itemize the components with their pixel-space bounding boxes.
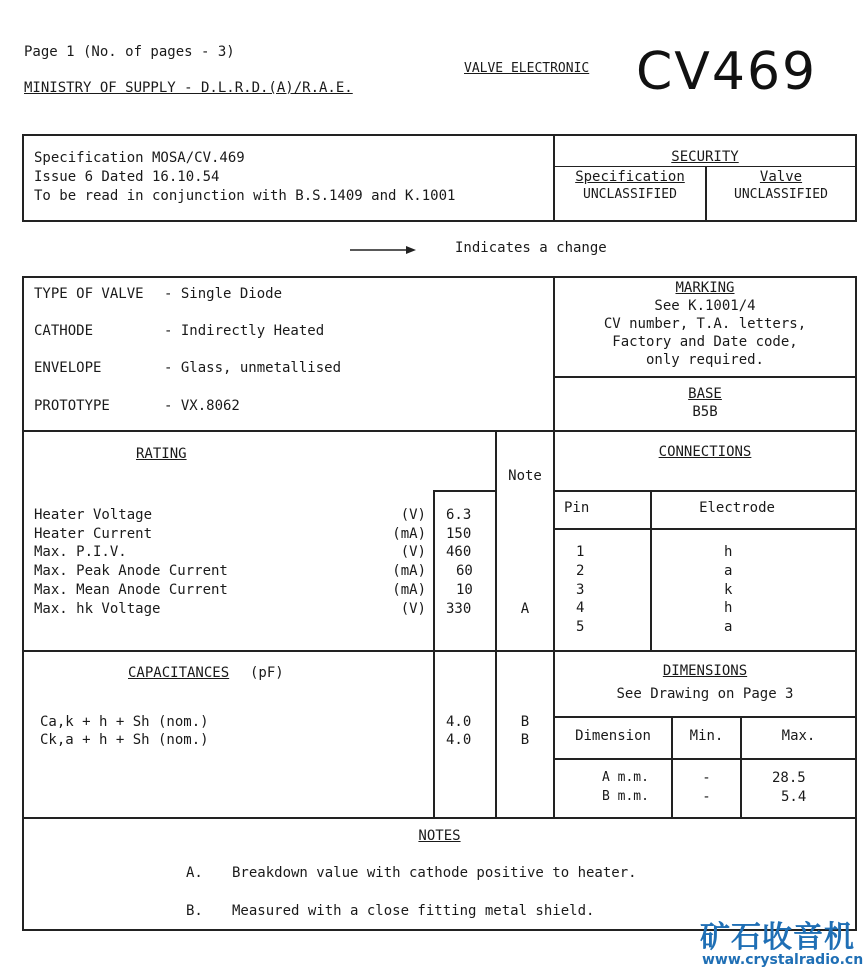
marking-title: MARKING <box>675 280 735 296</box>
change-arrow-icon <box>350 244 418 256</box>
marking-line: only required. <box>645 352 764 368</box>
rating-name: Max. Mean Anode Current <box>34 582 228 598</box>
rating-unit: (V) <box>400 601 426 617</box>
dimension-name: B m.m. <box>602 789 649 804</box>
prototype-value: - VX.8062 <box>164 398 240 414</box>
pin-number: 5 <box>576 619 585 635</box>
base-value: B5B <box>692 404 718 420</box>
electrode-header: Electrode <box>699 500 775 516</box>
pin-electrode: h <box>724 544 733 560</box>
envelope-value: - Glass, unmetallised <box>164 360 342 376</box>
dimension-col-header: Dimension <box>575 728 651 744</box>
dimension-max: 5.4 <box>781 789 807 805</box>
capacitance-name: Ck,a + h + Sh (nom.) <box>40 732 209 748</box>
type-label: TYPE OF VALVE <box>34 286 144 302</box>
valve-type-label: VALVE ELECTRONIC <box>464 61 590 76</box>
spec-security-value: UNCLASSIFIED <box>583 187 677 202</box>
security-title: SECURITY <box>671 149 739 165</box>
spec-number: Specification MOSA/CV.469 <box>34 150 245 166</box>
note-text: Breakdown value with cathode positive to heater. <box>232 865 637 881</box>
rating-value: 330 <box>446 601 472 617</box>
prototype-label: PROTOTYPE <box>34 398 110 414</box>
capacitances-title: CAPACITANCES <box>128 665 230 681</box>
capacitance-note: B <box>520 714 530 730</box>
dimension-max: 28.5 <box>772 770 806 786</box>
marking-line: See K.1001/4 <box>654 298 756 314</box>
capacitance-value: 4.0 <box>446 714 472 730</box>
note-header: Note <box>508 468 542 484</box>
min-col-header: Min. <box>689 728 724 744</box>
cathode-value: - Indirectly Heated <box>164 323 325 339</box>
notes-title: NOTES <box>418 828 461 844</box>
envelope-label: ENVELOPE <box>34 360 102 376</box>
capacitance-value: 4.0 <box>446 732 472 748</box>
capacitances-unit: (pF) <box>250 665 284 681</box>
pin-header: Pin <box>564 500 590 516</box>
max-col-header: Max. <box>781 728 816 744</box>
rating-value: 150 <box>446 526 472 542</box>
valve-security-value: UNCLASSIFIED <box>734 187 828 202</box>
marking-line: Factory and Date code, <box>612 334 798 350</box>
base-title: BASE <box>688 386 722 402</box>
watermark-url: www.crystalradio.cn <box>702 952 864 968</box>
change-note: Indicates a change <box>455 240 607 256</box>
cv-number: CV469 <box>636 42 818 102</box>
note-text: Measured with a close fitting metal shield. <box>232 903 595 919</box>
dimensions-subtitle: See Drawing on Page 3 <box>616 686 794 702</box>
dimension-min: - <box>702 789 711 805</box>
rating-value: 6.3 <box>446 507 472 523</box>
dimensions-title: DIMENSIONS <box>662 663 748 679</box>
spec-security-label: Specification <box>575 169 685 185</box>
rating-name: Heater Voltage <box>34 507 153 523</box>
capacitance-name: Ca,k + h + Sh (nom.) <box>40 714 209 730</box>
capacitance-note: B <box>520 732 530 748</box>
marking-line: CV number, T.A. letters, <box>603 316 807 332</box>
valve-security-label: Valve <box>759 169 803 185</box>
rating-unit: (V) <box>400 507 426 523</box>
rating-name: Max. hk Voltage <box>34 601 161 617</box>
rating-title: RATING <box>136 446 187 462</box>
rating-name: Max. Peak Anode Current <box>34 563 228 579</box>
spec-issue: Issue 6 Dated 16.10.54 <box>34 169 220 185</box>
spec-conjunction: To be read in conjunction with B.S.1409 and K.1001 <box>34 188 456 204</box>
pin-number: 1 <box>576 544 585 560</box>
rating-name: Max. P.I.V. <box>34 544 127 560</box>
pin-electrode: a <box>724 619 733 635</box>
pin-electrode: k <box>724 582 733 598</box>
rating-unit: (mA) <box>392 526 426 542</box>
connections-title: CONNECTIONS <box>658 444 752 460</box>
page-info: Page 1 (No. of pages - 3) <box>24 44 235 60</box>
dimension-min: - <box>702 770 711 786</box>
pin-number: 2 <box>576 563 585 579</box>
dimension-name: A m.m. <box>602 770 649 785</box>
pin-number: 3 <box>576 582 585 598</box>
pin-electrode: h <box>724 600 733 616</box>
note-key: A. <box>186 865 203 881</box>
rating-value: 60 <box>456 563 473 579</box>
rating-value: 10 <box>456 582 473 598</box>
note-key: B. <box>186 903 203 919</box>
rating-note: A <box>520 601 530 617</box>
type-value: - Single Diode <box>164 286 283 302</box>
pin-electrode: a <box>724 563 733 579</box>
pin-number: 4 <box>576 600 585 616</box>
rating-value: 460 <box>446 544 472 560</box>
rating-unit: (mA) <box>392 563 426 579</box>
rating-unit: (V) <box>400 544 426 560</box>
rating-name: Heater Current <box>34 526 153 542</box>
ministry-line: MINISTRY OF SUPPLY - D.L.R.D.(A)/R.A.E. <box>24 80 353 96</box>
watermark-brand: 矿石收音机 <box>700 920 855 955</box>
rating-unit: (mA) <box>392 582 426 598</box>
cathode-label: CATHODE <box>34 323 94 339</box>
